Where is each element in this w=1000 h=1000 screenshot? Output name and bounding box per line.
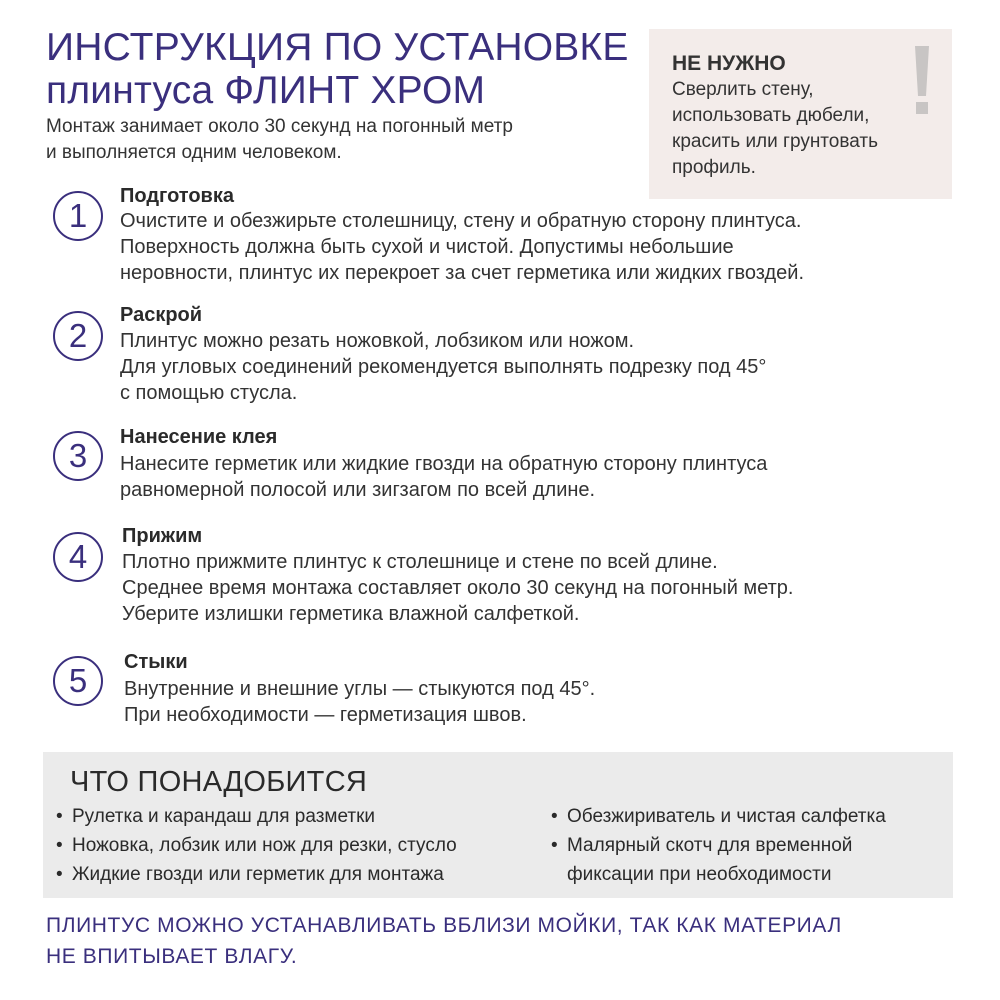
step-body-line: Поверхность должна быть сухой и чистой. Допустимы небольшие — [120, 236, 734, 258]
step-body — [122, 549, 793, 627]
step-body-line: равномерной полосой или зигзагом по всей длине. — [120, 479, 596, 501]
notice-heading: НЕ НУЖНО — [672, 52, 786, 75]
step-body — [120, 328, 766, 406]
page-subtitle-line-1: Монтаж занимает около 30 секунд на погонный метр — [46, 116, 513, 137]
step-body-line: Внутренние и внешние углы — стыкуются под 45°. — [124, 678, 596, 700]
step-body-line: Среднее время монтажа составляет около 30 секунд на погонный метр. — [122, 577, 794, 599]
step-body-line: Для угловых соединений рекомендуется выполнять подрезку под 45° — [120, 356, 767, 378]
tool-item: • Рулетка и карандаш для разметки — [56, 802, 457, 831]
tool-item: • Обезжириватель и чистая салфетка — [551, 802, 886, 831]
required-tools-title: ЧТО ПОНАДОБИТСЯ — [70, 766, 368, 798]
step-title: Нанесение клея — [120, 426, 278, 448]
step-number-circle: 5 — [53, 656, 103, 706]
step-body-line: Плотно прижмите плинтус к столешнице и стене по всей длине. — [122, 551, 718, 573]
step-body-line: Нанесите герметик или жидкие гвозди на обратную сторону плинтуса — [120, 453, 768, 475]
step-body-line: Плинтус можно резать ножовкой, лобзиком или ножом. — [120, 330, 635, 352]
tool-item: • Ножовка, лобзик или нож для резки, стусло — [56, 831, 457, 860]
step-number-circle: 1 — [53, 191, 103, 241]
step-body — [124, 676, 595, 728]
step-body-line: с помощью стусла. — [120, 382, 298, 404]
step-title: Раскрой — [120, 304, 203, 326]
notice-line: использовать дюбели, — [672, 105, 870, 126]
page-subtitle — [46, 114, 646, 166]
page-title-line-2: плинтуса ФЛИНТ ХРОМ — [46, 69, 486, 112]
step-body-line: При необходимости — герметизация швов. — [124, 704, 527, 726]
step-body-line: Очистите и обезжирьте столешницу, стену и обратную сторону плинтуса. — [120, 210, 802, 232]
step-title: Прижим — [122, 525, 203, 547]
moisture-note-line-2: НЕ ВПИТЫВАЕТ ВЛАГУ. — [46, 945, 298, 968]
tool-item: • Жидкие гвозди или герметик для монтажа — [56, 860, 457, 889]
step-title: Стыки — [124, 651, 188, 673]
page-title — [46, 26, 646, 112]
step-body — [120, 451, 767, 503]
moisture-note-line-1: ПЛИНТУС МОЖНО УСТАНАВЛИВАТЬ ВБЛИЗИ МОЙКИ, ТАК КАК МАТЕРИАЛ — [46, 914, 842, 937]
moisture-note — [46, 910, 966, 972]
required-tools-list-left — [56, 802, 457, 889]
exclamation-icon — [906, 46, 938, 116]
notice-line: красить или грунтовать — [672, 131, 878, 152]
tool-item: • Малярный скотч для временной — [551, 831, 886, 860]
step-number-circle: 3 — [53, 431, 103, 481]
notice-line: профиль. — [672, 157, 756, 178]
page-title-line-1: ИНСТРУКЦИЯ ПО УСТАНОВКЕ — [46, 26, 629, 69]
step-body-line: Уберите излишки герметика влажной салфеткой. — [122, 603, 580, 625]
required-tools-panel — [43, 752, 953, 898]
step-body-line: неровности, плинтус их перекроет за счет герметика или жидких гвоздей. — [120, 262, 805, 284]
step-title: Подготовка — [120, 185, 234, 207]
step-number-circle: 2 — [53, 311, 103, 361]
tool-item-continuation: фиксации при необходимости — [567, 864, 832, 885]
step-body — [120, 208, 804, 286]
notice-line: Сверлить стену, — [672, 79, 814, 100]
required-tools-list-right — [551, 802, 886, 889]
page-subtitle-line-2: и выполняется одним человеком. — [46, 142, 342, 163]
step-number-circle: 4 — [53, 532, 103, 582]
